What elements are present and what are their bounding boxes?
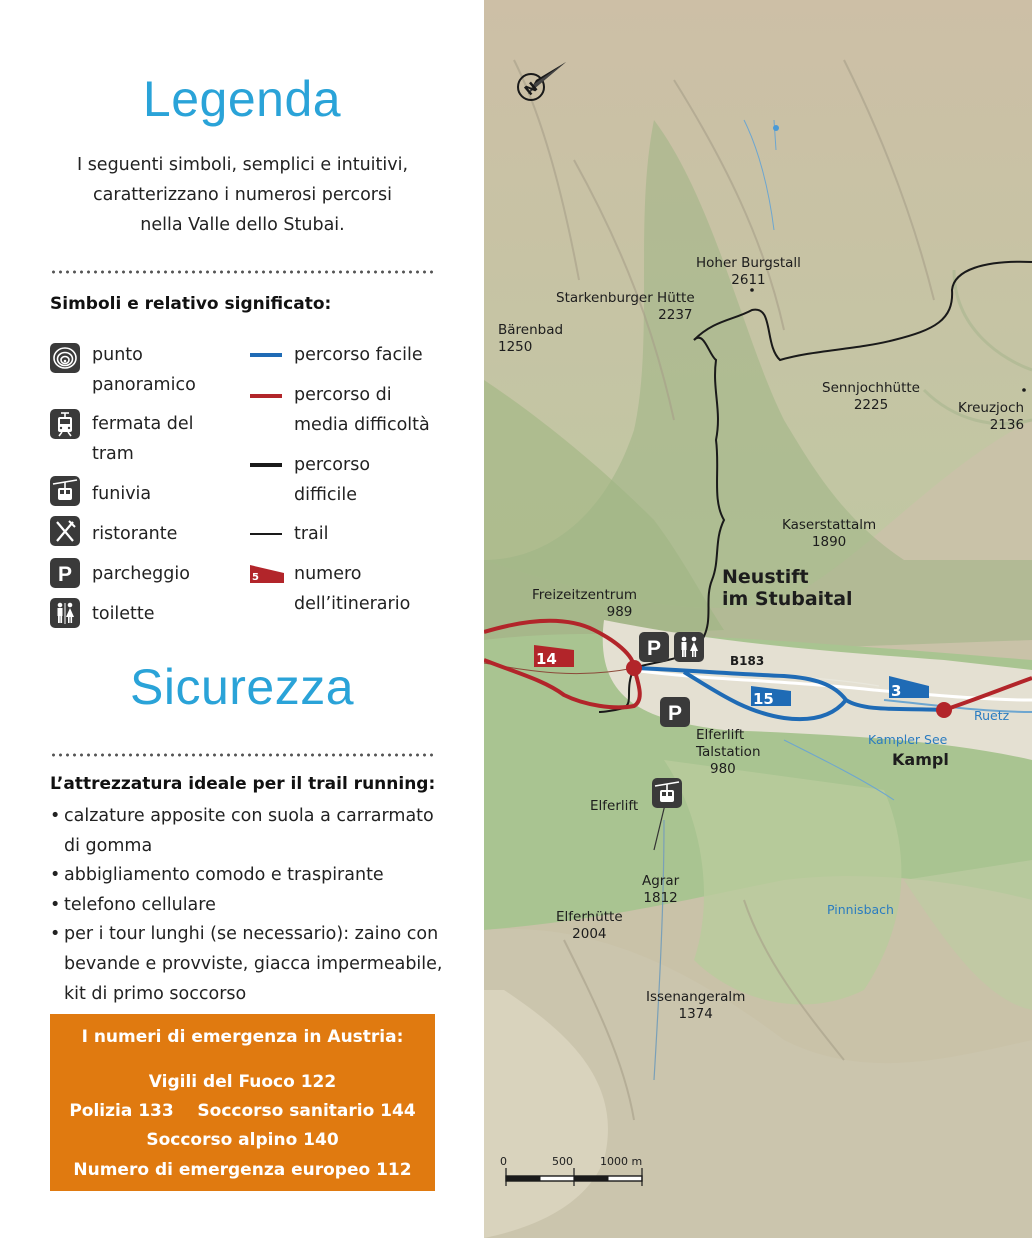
dotted-divider — [50, 270, 435, 274]
map-label[interactable] — [696, 255, 801, 289]
place-name: Talstation — [696, 744, 761, 760]
trail-line — [250, 533, 282, 535]
label-line: media difficoltà — [294, 415, 430, 435]
town-label-kampl[interactable]: Kampl — [892, 750, 949, 769]
tram-icon — [50, 409, 80, 439]
legend-panel — [0, 0, 484, 1238]
scale-tick-label: 500 — [552, 1155, 573, 1168]
easy-route-label — [294, 340, 423, 370]
list-line: • abbigliamento comodo e traspirante — [64, 865, 384, 886]
map-label[interactable] — [532, 587, 637, 621]
toilet-icon[interactable] — [674, 632, 704, 662]
label-line: difficile — [294, 485, 358, 505]
hard-route-label — [294, 450, 370, 510]
label-line: ristorante — [92, 524, 178, 544]
place-name: Agrar — [642, 873, 680, 889]
dotted-divider — [50, 753, 435, 757]
parking-icon — [50, 558, 80, 588]
road-label: B183 — [730, 654, 765, 668]
map-label[interactable] — [642, 873, 679, 907]
list-line: kit di primo soccorso — [64, 983, 247, 1004]
place-name: Starkenburger Hütte — [556, 290, 695, 306]
place-name: Kreuzjoch — [958, 400, 1025, 416]
map-label[interactable] — [556, 290, 695, 324]
label-line: trail — [294, 524, 329, 544]
place-name: Kaserstattalm — [782, 517, 877, 533]
parking-icon[interactable] — [639, 632, 669, 662]
place-name: Bärenbad — [498, 322, 564, 338]
list-line: bevande e provviste, giacca impermeabile, — [64, 953, 443, 974]
svg-text:P: P — [646, 637, 662, 660]
route-number: 15 — [753, 690, 774, 708]
medium-route-label — [294, 380, 430, 440]
route-junction-icon[interactable] — [936, 702, 952, 718]
toilet-icon — [50, 598, 80, 628]
symbols-subtitle: Simboli e relativo significato: — [50, 294, 332, 314]
tram-label — [92, 409, 193, 469]
scale-tick-label: 0 — [500, 1155, 507, 1168]
emergency-line: Numero di emergenza europeo 112 — [73, 1160, 412, 1180]
trail-map[interactable] — [484, 0, 1032, 1238]
label-line: punto — [92, 345, 143, 365]
safety-subtitle: L’attrezzatura ideale per il trail running: — [50, 774, 436, 794]
place-name: Hoher Burgstall — [696, 255, 801, 271]
emergency-line: Polizia 133 Soccorso sanitario 144 — [69, 1101, 416, 1121]
list-line: • per i tour lunghi (se necessario): zaino con — [64, 924, 439, 945]
label-line: tram — [92, 444, 134, 464]
water-label: Pinnisbach — [827, 902, 894, 917]
intro-line: I seguenti simboli, semplici e intuitivi, — [76, 155, 409, 175]
toilet-label — [92, 599, 155, 629]
route-number-label — [294, 559, 410, 619]
map-label[interactable] — [958, 400, 1024, 434]
list-line: di gomma — [64, 835, 153, 856]
emergency-box — [50, 1014, 435, 1191]
label-line: panoramico — [92, 375, 196, 395]
map-label[interactable] — [696, 727, 761, 778]
town-name: im Stubaital — [722, 588, 853, 610]
map-label[interactable] — [646, 989, 745, 1023]
route-number: 3 — [891, 682, 902, 700]
route-number: 14 — [536, 650, 557, 668]
label-line: parcheggio — [92, 564, 190, 584]
list-line: • telefono cellulare — [64, 894, 216, 915]
medium-route-line — [250, 394, 282, 398]
intro-line: nella Valle dello Stubai. — [140, 215, 345, 235]
label-line: percorso — [294, 455, 371, 475]
legend-title: Legenda — [142, 71, 342, 127]
easy-route-line — [250, 353, 282, 357]
place-altitude: 2136 — [989, 417, 1025, 433]
label-line: funivia — [92, 484, 152, 504]
safety-title: Sicurezza — [129, 659, 355, 715]
label-line: percorso di — [294, 385, 392, 405]
place-altitude: 2611 — [731, 272, 766, 288]
list-item — [50, 802, 450, 861]
legend-intro — [50, 150, 435, 240]
label-line: toilette — [92, 604, 155, 624]
equipment-list — [50, 802, 450, 1009]
svg-text:P: P — [57, 563, 73, 586]
place-altitude: 2225 — [853, 397, 889, 413]
cable-car-icon — [50, 476, 80, 506]
map-label[interactable] — [822, 380, 920, 414]
parking-icon[interactable] — [660, 697, 690, 727]
list-item — [50, 861, 450, 891]
place-name: Issenangeralm — [646, 989, 746, 1005]
emergency-title: I numeri di emergenza in Austria: — [81, 1027, 404, 1047]
map-label[interactable] — [590, 798, 638, 815]
place-name: Freizeitzentrum — [532, 587, 638, 603]
place-name: Elferlift — [590, 798, 639, 814]
place-altitude: 1250 — [498, 339, 533, 355]
trail-label — [294, 519, 329, 549]
list-line: • calzature apposite con suola a carrarmato — [64, 806, 434, 826]
svg-text:P: P — [667, 702, 683, 725]
panorama-icon — [50, 343, 80, 373]
cable-car-icon[interactable] — [652, 778, 682, 808]
town-label-neustift[interactable] — [722, 566, 853, 610]
restaurant-label — [92, 519, 177, 549]
route-junction-icon[interactable] — [626, 660, 642, 676]
emergency-line: Soccorso alpino 140 — [146, 1130, 339, 1150]
place-altitude: 980 — [710, 761, 736, 777]
svg-text:N: N — [521, 79, 542, 100]
map-label[interactable] — [782, 517, 876, 551]
intro-line: caratterizzano i numerosi percorsi — [93, 185, 392, 205]
cable-car-label — [92, 479, 151, 509]
map-label[interactable] — [556, 909, 623, 943]
hard-route-line — [250, 463, 282, 467]
label-line: fermata del — [92, 414, 194, 434]
water-label: Kampler See — [868, 732, 948, 747]
label-line: percorso facile — [294, 345, 423, 365]
route-number-flag-icon — [250, 563, 284, 583]
water-label: Ruetz — [974, 708, 1010, 723]
place-altitude: 1374 — [678, 1006, 713, 1022]
place-name: Sennjochhütte — [822, 380, 920, 396]
place-altitude: 2237 — [658, 307, 693, 323]
place-altitude: 1812 — [643, 890, 678, 906]
place-name: Elferhütte — [556, 909, 623, 925]
emergency-line: Vigili del Fuoco 122 — [148, 1072, 337, 1092]
panorama-label — [92, 340, 196, 400]
parking-label — [92, 559, 190, 589]
list-item — [50, 920, 450, 1009]
map-label[interactable] — [498, 322, 563, 356]
list-item — [50, 891, 450, 921]
place-altitude: 989 — [606, 604, 633, 620]
label-line: numero — [294, 564, 362, 584]
label-line: dell’itinerario — [294, 594, 411, 614]
scale-tick-label: 1000 m — [600, 1155, 643, 1168]
place-altitude: 2004 — [572, 926, 607, 942]
place-altitude: 1890 — [811, 534, 847, 550]
town-name: Neustift — [722, 566, 809, 588]
restaurant-icon — [50, 516, 80, 546]
place-name: Elferlift — [696, 727, 745, 743]
flag-number: 5 — [252, 572, 259, 583]
